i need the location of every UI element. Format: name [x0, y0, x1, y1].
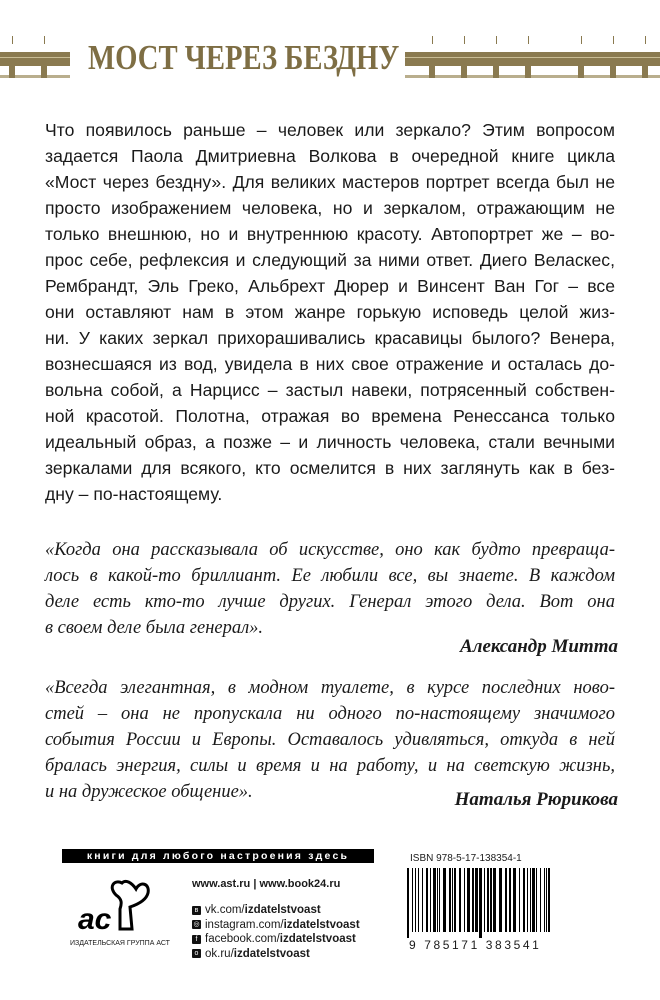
bridge-post	[581, 36, 582, 44]
text-line: Рембрандт, Эль Греко, Альбрехт Дюрер и Винсент Ван Гог – все	[45, 276, 615, 296]
barcode-bar	[426, 868, 428, 932]
bridge-post	[432, 36, 433, 44]
barcode-bar	[415, 868, 416, 932]
facebook-icon: f	[192, 935, 201, 944]
bridge-post	[12, 36, 13, 44]
instagram-icon: ◎	[193, 921, 200, 928]
social-link[interactable]	[192, 933, 356, 945]
description	[45, 117, 615, 507]
text-line: дну – по-настоящему.	[45, 484, 223, 504]
quote-1-author: Александр Митта	[460, 636, 618, 657]
barcode-bar	[523, 868, 525, 932]
series-title: МОСТ ЧЕРЕЗ БЕЗДНУ	[88, 38, 400, 77]
bridge-leg	[578, 66, 584, 78]
barcode-bar	[490, 868, 492, 932]
barcode-bar	[454, 868, 456, 932]
barcode-bar	[540, 868, 541, 932]
barcode-bar	[452, 868, 453, 932]
text-line: только внешнюю, но и внутреннюю красоту. Автопортрет же – во-	[45, 224, 615, 244]
bridge-leg	[429, 66, 435, 78]
barcode-bar	[493, 868, 496, 932]
barcode-bar	[530, 868, 531, 932]
bridge-post	[464, 36, 465, 44]
text-line: в своем деле была генерал».	[45, 618, 264, 638]
isbn: ISBN 978-5-17-138354-1	[410, 853, 522, 864]
social-prefix: instagram.com/	[205, 918, 284, 931]
text-line: бралась энергия, силы и время и на работу, и на светскую жизнь,	[45, 756, 615, 776]
svg-text:ас: ас	[78, 903, 112, 936]
social-link[interactable]	[192, 904, 321, 916]
barcode-bar	[484, 868, 485, 932]
barcode	[407, 868, 557, 938]
slogan-banner: книги для любого настроения здесь	[62, 849, 374, 863]
social-prefix: vk.com/	[205, 904, 245, 916]
barcode-bar	[459, 868, 461, 932]
bridge-ornament-right	[405, 44, 660, 78]
bridge-leg	[525, 66, 531, 78]
barcode-bar	[422, 868, 423, 932]
text-line: просто изображением человека, но и зеркалом, отражающим не	[45, 198, 615, 218]
bridge-leg	[642, 66, 648, 78]
barcode-bar	[412, 868, 413, 932]
barcode-bar	[443, 868, 446, 932]
text-line: ной красотой. Полотна, отражая во времена Ренессанса только	[45, 406, 615, 426]
text-line: и на дружеское общение».	[45, 782, 253, 802]
text-line: прос себе, рефлексия и следующий за ними ответ. Диего Веласкес,	[45, 250, 615, 270]
social-link[interactable]	[192, 919, 360, 931]
barcode-bar	[509, 868, 511, 932]
quote-1	[45, 537, 615, 641]
barcode-bar	[407, 868, 409, 938]
social-handle: izdatelstvoast	[283, 918, 360, 931]
text-line: задается Паола Дмитриевна Волкова в очередной книге цикла	[45, 146, 615, 166]
barcode-bar	[548, 868, 550, 932]
bridge-post	[613, 36, 614, 44]
text-line: лось в какой-то бриллиант. Ее любили все, вы знаете. В каждом	[45, 566, 615, 586]
bridge-post	[528, 36, 529, 44]
barcode-bar	[472, 868, 474, 932]
barcode-bar	[487, 868, 489, 932]
barcode-bar	[499, 868, 502, 932]
bridge-leg	[41, 66, 47, 78]
text-line: идеальный образ, а позже – и личность человека, стали вечными	[45, 432, 615, 452]
bridge-leg	[9, 66, 15, 78]
websites[interactable]: www.ast.ru | www.book24.ru	[192, 878, 341, 890]
barcode-bar	[418, 868, 419, 932]
text-line: «Мост через бездну». Для великих мастеров портрет всегда был не	[45, 172, 615, 192]
barcode-bar	[464, 868, 465, 932]
social-prefix: facebook.com/	[205, 933, 280, 945]
quote-2	[45, 675, 615, 805]
text-line: ни. У каких зеркал прихорашивались красавицы былого? Венера,	[45, 328, 615, 348]
barcode-bar	[536, 868, 537, 932]
text-line: деле есть кто-то лучше других. Генерал этого дела. Вот она	[45, 592, 615, 612]
barcode-bar	[449, 868, 451, 932]
barcode-bar	[475, 868, 478, 932]
text-line: вознесшаяся из вод, увидела в них свое отражение и осталась до-	[45, 354, 615, 374]
barcode-bar	[430, 868, 431, 932]
barcode-bar	[437, 868, 438, 932]
bridge-base	[405, 75, 660, 78]
text-line: стей – она не пропускала ни одного по-настоящему значимого	[45, 704, 615, 724]
ok-icon: о	[192, 949, 201, 958]
bridge-leg	[493, 66, 499, 78]
bridge-deck	[0, 52, 70, 66]
bridge-leg	[461, 66, 467, 78]
social-prefix: ok.ru/	[205, 947, 234, 960]
bridge-post	[645, 36, 646, 44]
social-handle: izdatelstvoast	[279, 933, 356, 945]
bridge-post	[44, 36, 45, 44]
barcode-bar	[546, 868, 547, 932]
barcode-bar	[439, 868, 440, 932]
text-line: вольна собой, а Нарцисс – застыл навеки, потрясенный собствен-	[45, 380, 615, 400]
barcode-bar	[527, 868, 528, 932]
ast-logo	[70, 877, 160, 937]
social-link[interactable]	[192, 948, 310, 960]
ean-digits: 9 785171 383541	[409, 938, 542, 952]
barcode-bar	[519, 868, 520, 932]
bridge-post	[496, 36, 497, 44]
barcode-bar	[532, 868, 535, 932]
barcode-bar	[505, 868, 507, 932]
text-line: события России и Европы. Оставалось удивляться, откуда в ней	[45, 730, 615, 750]
text-line: «Всегда элегантная, в модном туалете, в курсе последних ново-	[45, 678, 615, 698]
barcode-bar	[467, 868, 470, 932]
text-line: зеркалами для всякого, кто осмелится в них заглянуть как в без-	[45, 458, 615, 478]
text-line: «Когда она рассказывала об искусстве, оно как будто превраща-	[45, 540, 615, 560]
social-handle: izdatelstvoast	[233, 947, 310, 960]
barcode-bar	[479, 868, 482, 938]
text-line: они оставляют нам в этом жанре горькую исповедь целой жиз-	[45, 302, 615, 322]
social-handle: izdatelstvoast	[244, 904, 321, 916]
vk-icon: в	[192, 906, 201, 915]
barcode-bar	[433, 868, 436, 932]
barcode-bar	[513, 868, 516, 932]
text-line: Что появилось раньше – человек или зеркало? Этим вопросом	[45, 120, 615, 140]
bridge-leg	[610, 66, 616, 78]
barcode-bar	[544, 868, 545, 932]
quote-2-author: Наталья Рюрикова	[454, 789, 618, 810]
publisher-group: ИЗДАТЕЛЬСКАЯ ГРУППА АСТ	[70, 940, 170, 947]
bridge-ornament-left	[0, 44, 70, 78]
bridge-deck	[405, 52, 660, 66]
